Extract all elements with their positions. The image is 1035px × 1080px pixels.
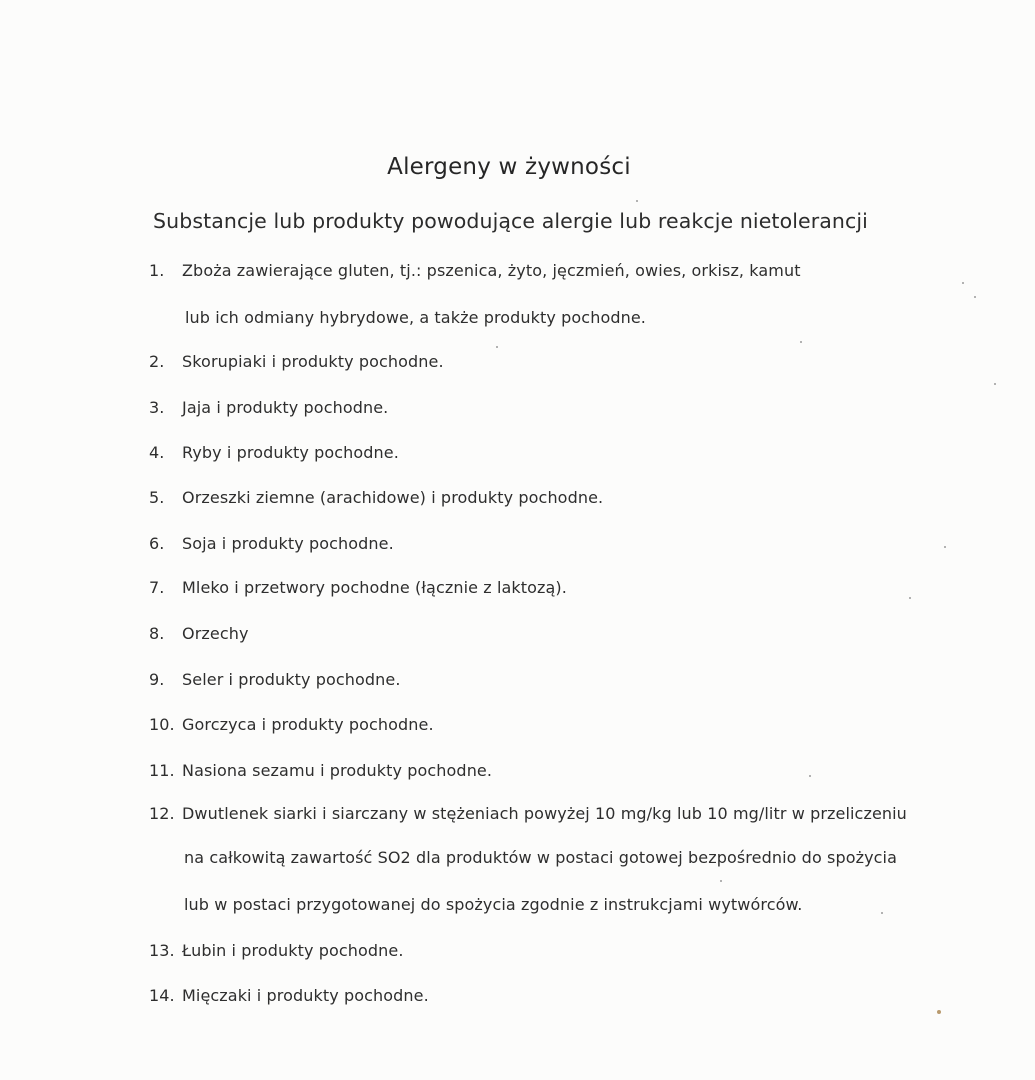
- item-text: Dwutlenek siarki i siarczany w stężeniach powyżej 10 mg/kg lub 10 mg/litr w przeliczeniu: [182, 804, 907, 823]
- scan-speck: [881, 912, 883, 914]
- item-text: Gorczyca i produkty pochodne.: [182, 715, 434, 734]
- item-number: 9.: [149, 670, 165, 689]
- scan-speck: [994, 383, 996, 385]
- item-text: lub w postaci przygotowanej do spożycia zgodnie z instrukcjami wytwórców.: [184, 895, 803, 914]
- item-number: 10.: [149, 715, 175, 734]
- item-number: 2.: [149, 352, 165, 371]
- scan-speck: [944, 546, 946, 548]
- item-number: 5.: [149, 488, 165, 507]
- item-text: lub ich odmiany hybrydowe, a także produkty pochodne.: [185, 308, 646, 327]
- item-text: na całkowitą zawartość SO2 dla produktów w postaci gotowej bezpośrednio do spożycia: [184, 848, 898, 867]
- item-text: Mięczaki i produkty pochodne.: [182, 986, 429, 1005]
- item-text: Ryby i produkty pochodne.: [182, 443, 399, 462]
- item-number: 3.: [149, 398, 165, 417]
- scan-speck: [800, 341, 802, 343]
- item-text: Orzeszki ziemne (arachidowe) i produkty pochodne.: [182, 488, 604, 507]
- scan-speck: [720, 880, 722, 882]
- item-number: 7.: [149, 578, 165, 597]
- scan-speck: [496, 346, 498, 348]
- scan-speck: [937, 1010, 941, 1014]
- item-number: 12.: [149, 804, 175, 823]
- item-number: 4.: [149, 443, 165, 462]
- scan-speck: [809, 775, 811, 777]
- item-number: 13.: [149, 941, 175, 960]
- item-text: Łubin i produkty pochodne.: [182, 941, 404, 960]
- item-text: Zboża zawierające gluten, tj.: pszenica, żyto, jęczmień, owies, orkisz, kamut: [182, 261, 801, 280]
- scan-speck: [974, 296, 976, 298]
- item-number: 11.: [149, 761, 175, 780]
- item-text: Seler i produkty pochodne.: [182, 670, 401, 689]
- scan-speck: [909, 597, 911, 599]
- document-subtitle: Substancje lub produkty powodujące alergie lub reakcje nietolerancji: [153, 209, 868, 233]
- item-text: Skorupiaki i produkty pochodne.: [182, 352, 444, 371]
- item-text: Orzechy: [182, 624, 249, 643]
- item-number: 8.: [149, 624, 165, 643]
- item-number: 14.: [149, 986, 175, 1005]
- item-number: 6.: [149, 534, 165, 553]
- item-text: Jaja i produkty pochodne.: [182, 398, 389, 417]
- document-title: Alergeny w żywności: [387, 154, 631, 180]
- item-number: 1.: [149, 261, 165, 280]
- scan-speck: [636, 200, 638, 202]
- item-text: Mleko i przetwory pochodne (łącznie z laktozą).: [182, 578, 567, 597]
- item-text: Soja i produkty pochodne.: [182, 534, 394, 553]
- item-text: Nasiona sezamu i produkty pochodne.: [182, 761, 493, 780]
- scan-speck: [962, 282, 964, 284]
